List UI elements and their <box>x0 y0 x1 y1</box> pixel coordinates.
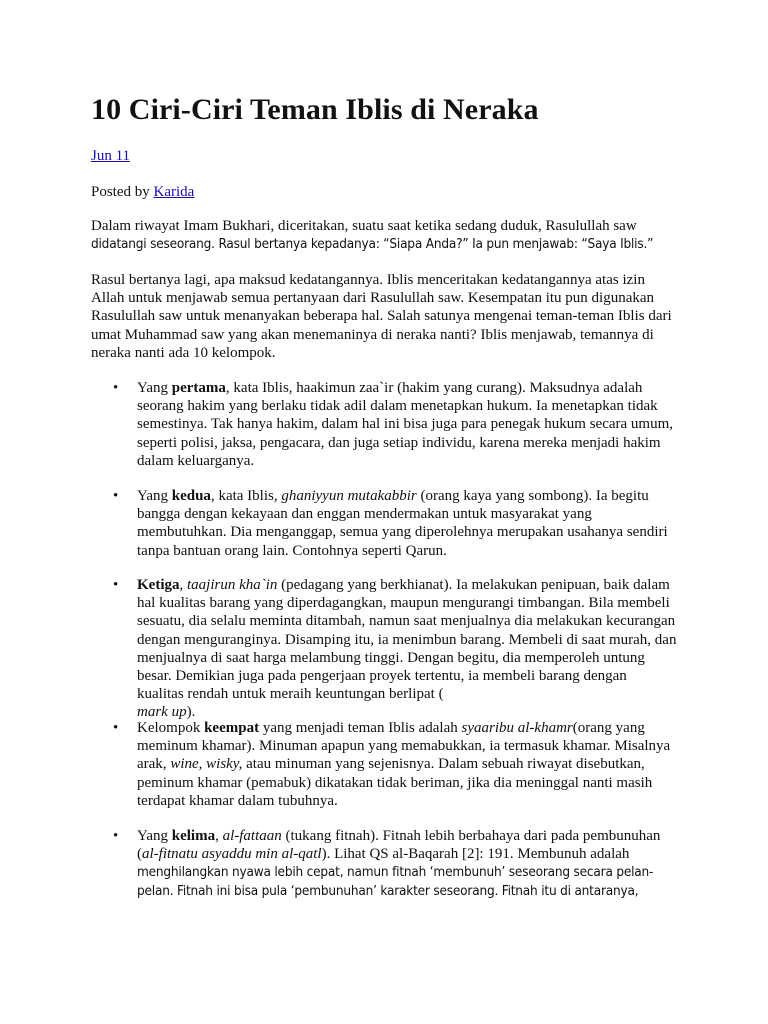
text-line: Allah untuk menjawab semua pertanyaan dari Rasulullah saw. Kesempatan itu pun digunakan <box>91 290 655 307</box>
text-line: peminum khamar (pemabuk) dikatakan tidak beriman, jika dia meninggal nanti masih <box>137 774 653 791</box>
text-line: hal kualitas barang yang diperdagangkan, maupun mengurangi timbangan. Bila membeli <box>137 595 670 612</box>
text-line: seorang hakim yang berlaku tidak adil dalam menetapkan hukum. Ia menetapkan tidak <box>137 398 658 415</box>
text-line: pelan. Fitnah ini bisa pula ‘pembunuhan’ karakter seseorang. Fitnah itu di antaranya, <box>137 882 639 899</box>
text-line: Yang kelima, al-fattaan (tukang fitnah). Fitnah lebih berbahaya dari pada pembunuhan <box>137 828 661 844</box>
text-line: terdapat khamar dalam tubuhnya. <box>137 792 338 809</box>
text-line: tanpa bantuan orang lain. Contohnya seperti Qarun. <box>137 542 447 559</box>
text-line: menjualnya di saat harga melambung tinggi. Dengan begitu, dia memperoleh untung <box>137 649 645 666</box>
text-line: (al-fitnatu asyaddu min al-qatl). Lihat QS al-Baqarah [2]: 191. Membunuh adalah <box>137 846 630 863</box>
text-line: Rasulullah saw untuk menanyakan beberapa hal. Salah satunya mengenai teman-teman Iblis dari <box>91 308 672 325</box>
bullet-icon: • <box>113 720 119 736</box>
text-line: Yang pertama, kata Iblis, haakimun zaa`ir (hakim yang curang). Maksudnya adalah <box>137 380 643 396</box>
article-title: 10 Ciri-Ciri Teman Iblis di Neraka <box>91 93 539 126</box>
post-date-link[interactable]: Jun 11 <box>91 148 131 164</box>
text-line: meminum khamar). Minuman apapun yang memabukkan, ia termasuk khamar. Misalnya <box>137 738 671 755</box>
text-line: semestinya. Tak hanya hakim, dalam hal ini bisa juga para penegak hukum secara umum, <box>137 416 674 433</box>
post-date <box>91 146 130 166</box>
author-link[interactable]: Karida <box>153 184 195 200</box>
text-line: Rasul bertanya lagi, apa maksud kedatangannya. Iblis menceritakan kedatangannya atas izin <box>91 272 645 288</box>
intro-paragraph-1 <box>91 217 691 253</box>
text-line: didatangi seseorang. Rasul bertanya kepadanya: “Siapa Anda?” Ia pun menjawab: “Saya Iblis.” <box>91 236 654 253</box>
byline-prefix: Posted by <box>91 184 154 200</box>
text-line: neraka nanti ada 10 kelompok. <box>91 344 276 361</box>
text-line: besar. Demikian juga pada pengerjaan proyek tertentu, ia membeli barang dengan <box>137 668 627 685</box>
text-line: seperti polisi, jaksa, pengacara, dan juga setiap individu, karena mereka menjadi hakim <box>137 434 661 451</box>
text-line: Ketiga, taajirun kha`in (pedagang yang berkhianat). Ia melakukan penipuan, baik dalam <box>137 577 670 593</box>
bullet-icon: • <box>113 380 119 396</box>
text-line: kualitas rendah untuk meraih keuntungan berlipat ( <box>137 686 444 703</box>
text-line: bangga dengan kekayaan dan enggan mendermakan untuk masyarakat yang <box>137 506 592 523</box>
text-line: mark up). <box>137 704 196 721</box>
bullet-icon: • <box>113 488 119 504</box>
text-line: membutuhkan. Dia menganggap, semua yang diperolehnya merupakan usahanya sendiri <box>137 524 668 541</box>
text-line: dengan menguranginya. Disamping itu, ia menimbun barang. Membeli di saat murah, dan <box>137 631 677 648</box>
text-line: umat Muhammad saw yang akan menemaninya di neraka nanti? Iblis menjawab, temannya di <box>91 326 654 343</box>
bullet-icon: • <box>113 828 119 844</box>
intro-paragraph-2 <box>91 271 691 362</box>
bullet-icon: • <box>113 577 119 593</box>
text-line: Kelompok keempat yang menjadi teman Iblis adalah syaaribu al-khamr(orang yang <box>137 720 645 736</box>
text-line: Yang kedua, kata Iblis, ghaniyyun mutakabbir (orang kaya yang sombong). Ia begitu <box>137 488 649 504</box>
text-line: dalam keluarganya. <box>137 452 255 469</box>
text-line: arak, wine, wisky, atau minuman yang sejenisnya. Dalam sebuah riwayat disebutkan, <box>137 756 645 773</box>
text-line: sesuatu, dia selalu meminta ditambah, namun saat menjualnya dia melakukan kecurangan <box>137 613 676 630</box>
byline <box>91 182 194 202</box>
text-line: Dalam riwayat Imam Bukhari, diceritakan, suatu saat ketika sedang duduk, Rasulullah saw <box>91 218 637 234</box>
text-line: menghilangkan nyawa lebih cepat, namun fitnah ‘membunuh’ seseorang secara pelan- <box>137 864 654 881</box>
